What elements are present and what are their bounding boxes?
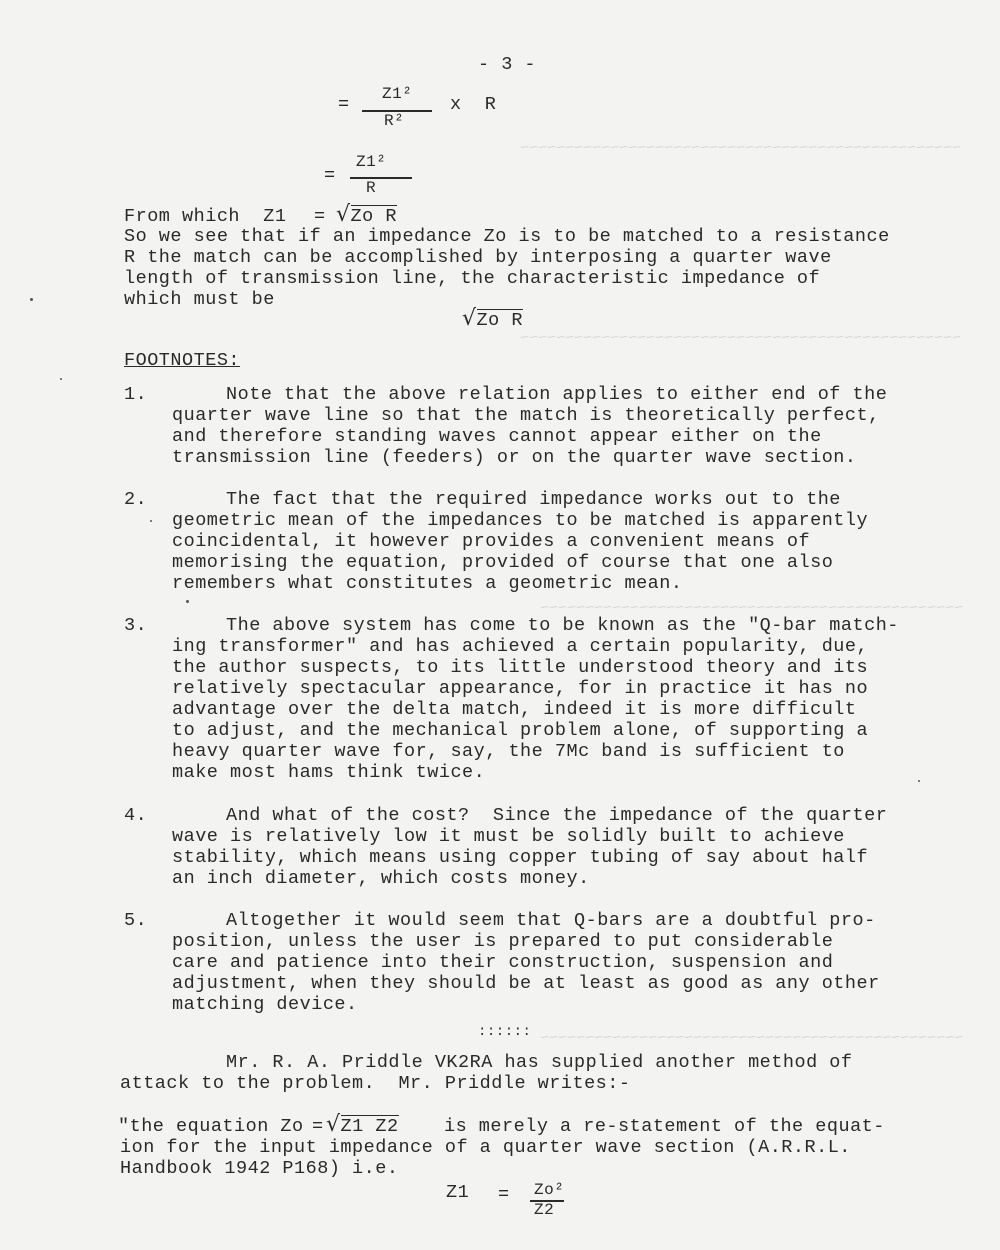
body-line: attack to the problem. Mr. Priddle writes:- — [120, 1073, 631, 1094]
footnote-line: The fact that the required impedance works out to the — [226, 489, 841, 510]
fraction-denominator: R² — [384, 112, 405, 130]
centered-sqrt: √Zo R — [462, 306, 523, 331]
quote-start: "the equation Zo — [118, 1116, 304, 1137]
fraction-numerator: Z1² — [356, 153, 387, 171]
equals-sign: = — [498, 1184, 510, 1205]
equation-prefix: = — [338, 94, 350, 115]
sqrt-expression: √Z1 Z2 — [326, 1112, 399, 1137]
footnote-line: advantage over the delta match, indeed it is more difficult — [172, 699, 857, 720]
equals-sign: = — [312, 1116, 324, 1137]
footnote-line: wave is relatively low it must be solidly built to achieve — [172, 826, 845, 847]
fraction-denominator: Z2 — [534, 1201, 555, 1219]
footnote-line: And what of the cost? Since the impedance of the quarter — [226, 805, 888, 826]
footnote-line: and therefore standing waves cannot appear either on the — [172, 426, 822, 447]
footnote-line: coincidental, it however provides a convenient means of — [172, 531, 811, 552]
paper-speck — [60, 378, 62, 380]
fraction-numerator: Zo² — [534, 1181, 565, 1199]
paper-speck — [186, 600, 189, 603]
footnote-line: memorising the equation, provided of course that one also — [172, 552, 834, 573]
body-line: R the match can be accomplished by interposing a quarter wave — [124, 247, 832, 268]
bleed-through-text: ~~~~~~~~~~~~~~~~~~~~~~~~~~~~~~~~~~~~~~~~~~~~~~~ — [540, 1030, 964, 1047]
footnote-line: stability, which means using copper tubing of say about half — [172, 847, 869, 868]
bleed-through-text: ~~~~~~~~~~~~~~~~~~~~~~~~~~~~~~~~~~~~~~~~~~~~~~~ — [540, 600, 964, 617]
body-line: length of transmission line, the characteristic impedance of — [124, 268, 821, 289]
footnote-line: position, unless the user is prepared to put considerable — [172, 931, 834, 952]
footnote-number: 3. — [124, 615, 148, 636]
footnote-line: The above system has come to be known as the "Q-bar match- — [226, 615, 899, 636]
equals-sign: = — [314, 206, 326, 227]
fraction-denominator: R — [366, 179, 377, 197]
footnote-line: care and patience into their construction, suspension and — [172, 952, 834, 973]
footnote-number: 4. — [124, 805, 148, 826]
section-separator: :::::: — [478, 1024, 532, 1040]
footnote-line: relatively spectacular appearance, for in practice it has no — [172, 678, 869, 699]
footnote-number: 1. — [124, 384, 148, 405]
footnote-line: Note that the above relation applies to either end of the — [226, 384, 888, 405]
sqrt-expression: √Zo R — [336, 202, 397, 227]
fraction-numerator: Z1² — [382, 85, 413, 103]
equation-multiplier: x R — [450, 94, 497, 115]
footnote-line: Altogether it would seem that Q-bars are a doubtful pro- — [226, 910, 876, 931]
fraction-bar — [350, 177, 412, 179]
footnote-line: heavy quarter wave for, say, the 7Mc band is sufficient to — [172, 741, 845, 762]
body-line: Mr. R. A. Priddle VK2RA has supplied another method of — [226, 1052, 853, 1073]
equation-prefix: = — [324, 165, 336, 186]
radicand: Z1 Z2 — [340, 1116, 399, 1137]
equation-lhs: Z1 — [446, 1182, 470, 1203]
radicand: Zo R — [350, 206, 397, 227]
paper-speck — [30, 298, 33, 301]
footnote-line: to adjust, and the mechanical problem alone, of supporting a — [172, 720, 869, 741]
footnote-number: 5. — [124, 910, 148, 931]
footnote-line: quarter wave line so that the match is theoretically perfect, — [172, 405, 880, 426]
footnote-line: ing transformer" and has achieved a certain popularity, due, — [172, 636, 869, 657]
footnote-line: transmission line (feeders) or on the quarter wave section. — [172, 447, 857, 468]
footnote-line: an inch diameter, which costs money. — [172, 868, 590, 889]
footnote-number: 2. — [124, 489, 148, 510]
body-line: Handbook 1942 P168) i.e. — [120, 1158, 399, 1179]
radicand: Zo R — [476, 310, 523, 331]
footnotes-heading: FOOTNOTES: — [124, 350, 241, 371]
paper-speck — [150, 520, 152, 522]
footnote-line: make most hams think twice. — [172, 762, 486, 783]
from-which-label: From which Z1 — [124, 206, 287, 227]
footnote-line: remembers what constitutes a geometric mean. — [172, 573, 683, 594]
body-line: which must be — [124, 289, 275, 310]
footnote-line: matching device. — [172, 994, 358, 1015]
page-number: - 3 - — [478, 54, 537, 75]
paper-speck — [918, 780, 920, 782]
body-line: ion for the input impedance of a quarter wave section (A.R.R.L. — [120, 1137, 851, 1158]
body-line: So we see that if an impedance Zo is to be matched to a resistance — [124, 226, 890, 247]
body-line: is merely a re-statement of the equat- — [444, 1116, 885, 1137]
footnote-line: geometric mean of the impedances to be matched is apparently — [172, 510, 869, 531]
footnote-line: adjustment, when they should be at least as good as any other — [172, 973, 880, 994]
bleed-through-text: ~~~~~~~~~~~~~~~~~~~~~~~~~~~~~~~~~~~~~~~~~~~~~~~~~ — [520, 140, 962, 157]
bleed-through-text: ~~~~~~~~~~~~~~~~~~~~~~~~~~~~~~~~~~~~~~~~~~~~~~~~~ — [520, 330, 962, 347]
footnote-line: the author suspects, to its little understood theory and its — [172, 657, 869, 678]
